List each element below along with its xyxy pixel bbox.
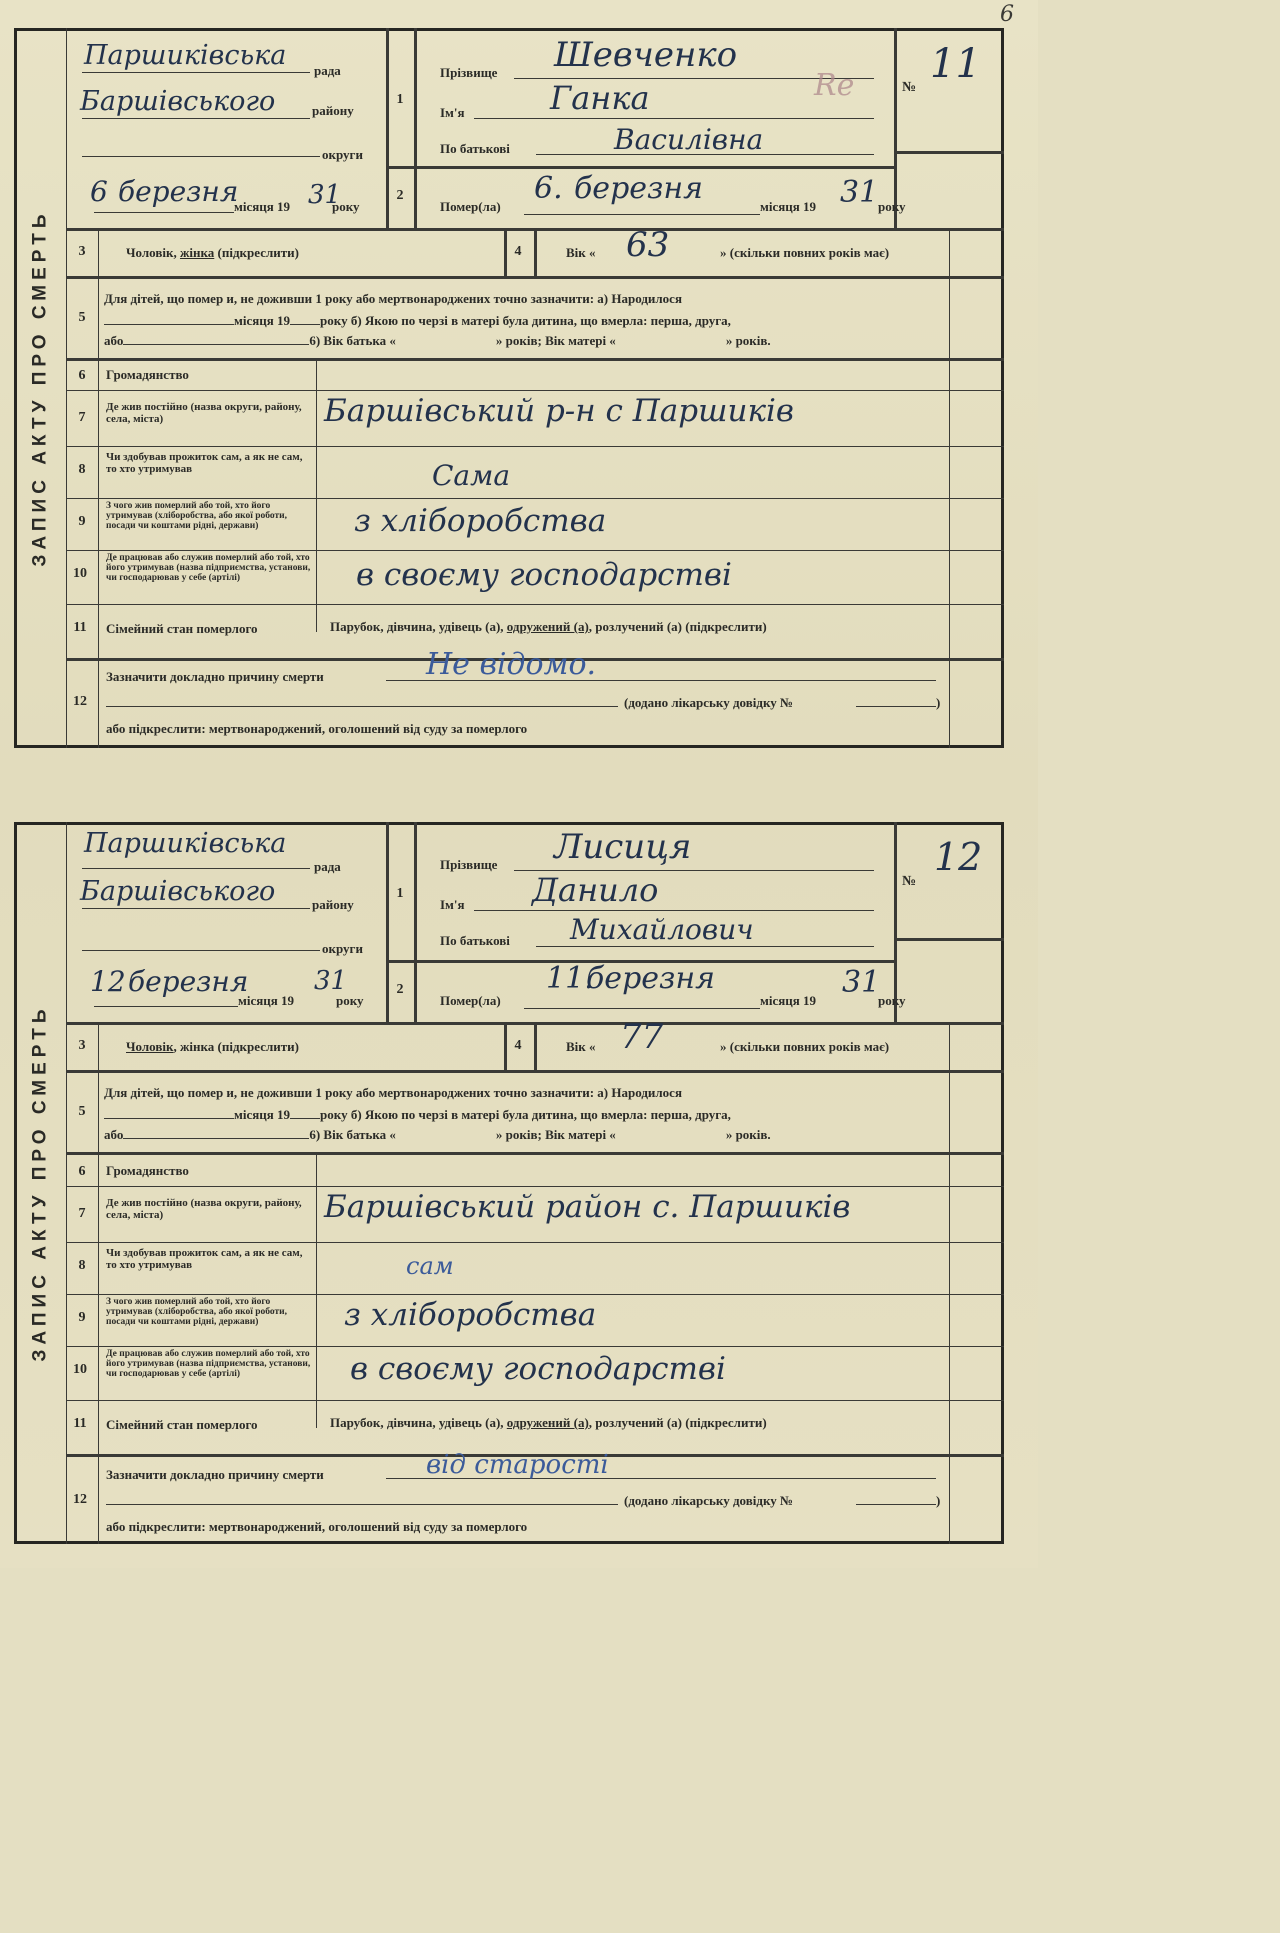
death-year: 31 [840,175,879,210]
certificate-label: (додано лікарську довідку № [624,695,794,710]
stillborn-note: або підкреслити: мертвонароджений, оголошений від суду за померлого [106,721,528,736]
patronymic-value: Михайлович [570,913,754,946]
surname-label: Прізвище [440,65,498,80]
residence-value: Баршівський район с. Паршиків [324,1189,851,1225]
patronymic-value: Василівна [614,123,764,156]
death-year: 31 [842,965,881,1000]
cause-label: Зазначити докладно причину смерти [106,669,324,684]
stillborn-note: або підкреслити: мертвонароджений, оголошений від суду за померлого [106,1519,528,1534]
citizenship-label: Громадянство [106,1163,189,1178]
surname-value: Шевченко [554,35,738,75]
form-frame [14,28,1004,748]
name-label: Ім'я [440,897,465,912]
livelihood-label: Чи здобував прожиток сам, а як не сам, то хто утримував [106,1247,303,1271]
reg-date-year: 31 [314,966,348,996]
okrugy-label: округи [322,941,363,956]
residence-label: Де жив постійно (назва округи, району, села, міста) [106,401,302,425]
side-title: ЗАПИС АКТУ ПРО СМЕРТЬ [29,1004,51,1362]
workplace-value: в своєму господарстві [350,1351,726,1387]
income-source-value: з хліборобства [354,503,607,539]
death-label: Помер(ла) [440,199,501,214]
raion-value: Баршівського [80,876,276,907]
death-year-label: року [878,993,906,1008]
livelihood-value: Сама [432,459,511,492]
cause-value: Не відомо. [426,647,597,682]
certificate-label: (додано лікарську довідку № [624,1493,794,1508]
rada-value: Паршиківська [84,40,287,71]
death-year-label: року [878,199,906,214]
sex-label: Чоловік, жінка (підкреслити) [126,245,299,260]
side-title: ЗАПИС АКТУ ПРО СМЕРТЬ [29,209,51,567]
children-line-3: або 6) Вік батька « » років; Вік матері « » років. [104,1127,771,1142]
workplace-value: в своєму господарстві [356,557,732,593]
age-value: 77 [620,1017,664,1057]
rada-value: Паршиківська [84,828,287,859]
workplace-label: Де працював або служив померлий або той, хто його утримував (назва підприємства, установи, чи господарював у себе (артілі) [106,1349,311,1379]
number-label: № [902,80,917,95]
citizenship-label: Громадянство [106,367,189,382]
children-line-3: або 6) Вік батька « » років; Вік матері « » років. [104,333,771,348]
death-month: березня [574,171,704,206]
form-frame [14,822,1004,1544]
age-label: Вік « [566,245,596,260]
rada-label: рада [314,859,341,874]
name-value: Ганка [550,79,650,117]
death-record-form-2: ЗАПИС АКТУ ПРО СМЕРТЬ Паршиківська рада Баршівського району округи 12 березня місяця 19 31 року 1 2 Прізвище Лисиця Ім'я Данило По батькові Михайлович № 12 Помер(ла) 11. березня місяця 19 31 року 3 Чоловік, жінка (підкреслити) 4 Вік « 77 » (скільки повних років має) 5 Для дітей, що помер и, не доживши 1 року або мертвонароджених точно зазначити: а) Народилося місяця 19 року б) Якою по черзі в матері була дитина, що вмерла: перша, друга, або 6) Вік батька « » років; Вік матері « » років. 6 Громадянство 7 Де жив постійно (назва округи, району, села, міста) Баршівський район с. Паршиків 8 Чи здобував прожиток сам, а як не сам, то хто утримував сам 9 З чого жив померлий або той, хто його утримував (хліборобства, або якої роботи, посади чи коштами рідні, держави) з хліборобства 10 Де працював або служив померлий або той, хто його утримував (назва підприємства, установи, чи господарював у себе (артілі) в своєму господарстві 11 Сімейний стан померлого Парубок, дівчина, удівець (а), одружений (а), розлучений (а) (підкреслити) 12 Зазначити докладно причину смерти від старості (додано лікарську довідку № ) або підкреслити: мертвонароджений, оголошений від суду за померлого [14,822,1004,1544]
record-number: 12 [934,835,983,879]
raion-label: району [312,897,354,912]
record-number: 11 [930,41,981,87]
age-label: Вік « [566,1039,596,1054]
death-month-label: місяця 19 [760,993,817,1008]
reg-month-label: місяця 19 [238,993,295,1008]
death-month-label: місяця 19 [760,199,817,214]
patronymic-label: По батькові [440,141,510,156]
reg-month-label: місяця 19 [234,199,291,214]
marital-options: Парубок, дівчина, удівець (а), одружений (а), розлучений (а) (підкреслити) [330,1415,767,1430]
age-value: 63 [626,225,670,265]
marital-label: Сімейний стан померлого [106,1417,258,1432]
reg-date-month: березня [128,965,249,998]
death-day: 6. [534,171,563,206]
death-day: 11. [546,961,594,996]
marital-options: Парубок, дівчина, удівець (а), одружений (а), розлучений (а) (підкреслити) [330,619,767,634]
reg-date-year: 31 [308,180,342,210]
cause-label: Зазначити докладно причину смерти [106,1467,324,1482]
number-label: № [902,874,917,889]
children-line-2: місяця 19 року б) Якою по черзі в матері була дитина, що вмерла: перша, друга, [104,314,934,329]
residence-label: Де жив постійно (назва округи, району, села, міста) [106,1197,302,1221]
death-label: Помер(ла) [440,993,501,1008]
raion-value: Баршівського [80,86,276,117]
income-source-value: з хліборобства [344,1297,597,1333]
livelihood-label: Чи здобував прожиток сам, а як не сам, то хто утримував [106,451,303,475]
rada-label: рада [314,63,341,78]
livelihood-value: сам [406,1252,454,1280]
income-source-label: З чого жив померлий або той, хто його утримував (хліборобства, або якої роботи, посади чи коштами рідні, держави) [106,1297,288,1327]
reg-date-day: 12 [90,965,126,998]
workplace-label: Де працював або служив померлий або той, хто його утримував (назва підприємства, установи, чи господарював у себе (артілі) [106,553,311,583]
death-record-form-1: ЗАПИС АКТУ ПРО СМЕРТЬ Паршиківська рада Баршівського району округи 6 березня місяця 19 31 року 1 2 Прізвище Шевченко Re Ім'я Ганка По батькові Василівна № 11 Помер(ла) 6. березня місяця 19 31 року 3 Чоловік, жінка (підкреслити) 4 Вік « 63 » (скільки повних років має) 5 Для дітей, що помер и, не доживши 1 року або мертвонароджених точно зазначити: а) Народилося місяця 19 року б) Якою по черзі в матері була дитина, що вмерла: перша, друга, або 6) Вік батька « » років; Вік матері « » років. 6 Громадянство 7 Де жив постійно (назва округи, району, села, міста) Баршівський р-н с Паршиків 8 Чи здобував прожиток сам, а як не сам, то хто утримував Сама 9 З чого жив померлий або той, хто його утримував (хліборобства, або якої роботи, посади чи коштами рідні, держави) з хліборобства 10 Де працював або служив померлий або той, хто його утримував (назва підприємства, установи, чи господарював у себе (артілі) в своєму господарстві 11 Сімейний стан померлого Парубок, дівчина, удівець (а), одружений (а), розлучений (а) (підкреслити) 12 Зазначити докладно причину смерти Не відомо. (додано лікарську довідку № ) або підкреслити: мертвонароджений, оголошений від суду за померлого [14,28,1004,748]
reg-date-day: 6 [90,175,108,208]
death-month: березня [586,961,716,996]
reg-year-label: року [336,993,364,1008]
age-suffix: » (скільки повних років має) [720,1039,890,1054]
age-suffix: » (скільки повних років має) [720,245,890,260]
children-line-1: Для дітей, що помер и, не доживши 1 року або мертвонароджених точно зазначити: а) Народилося [104,1085,682,1100]
surname-value: Лисиця [554,827,692,867]
cause-value: від старості [426,1450,609,1480]
reg-date-month: березня [118,175,239,208]
patronymic-label: По батькові [440,933,510,948]
name-label: Ім'я [440,105,465,120]
marital-label: Сімейний стан померлого [106,621,258,636]
reg-year-label: року [332,199,360,214]
residence-value: Баршівський р-н с Паршиків [324,393,794,429]
okrugy-label: округи [322,147,363,162]
raion-label: району [312,103,354,118]
sex-label: Чоловік, жінка (підкреслити) [126,1039,299,1054]
income-source-label: З чого жив померлий або той, хто його утримував (хліборобства, або якої роботи, посади чи коштами рідні, держави) [106,501,288,531]
name-value: Данило [532,871,659,909]
page-number: 6 [1000,2,1014,27]
stamp-mark: Re [814,68,855,103]
surname-label: Прізвище [440,857,498,872]
children-line-2: місяця 19 року б) Якою по черзі в матері була дитина, що вмерла: перша, друга, [104,1108,934,1123]
children-line-1: Для дітей, що помер и, не доживши 1 року або мертвонароджених точно зазначити: а) Народилося [104,291,682,306]
